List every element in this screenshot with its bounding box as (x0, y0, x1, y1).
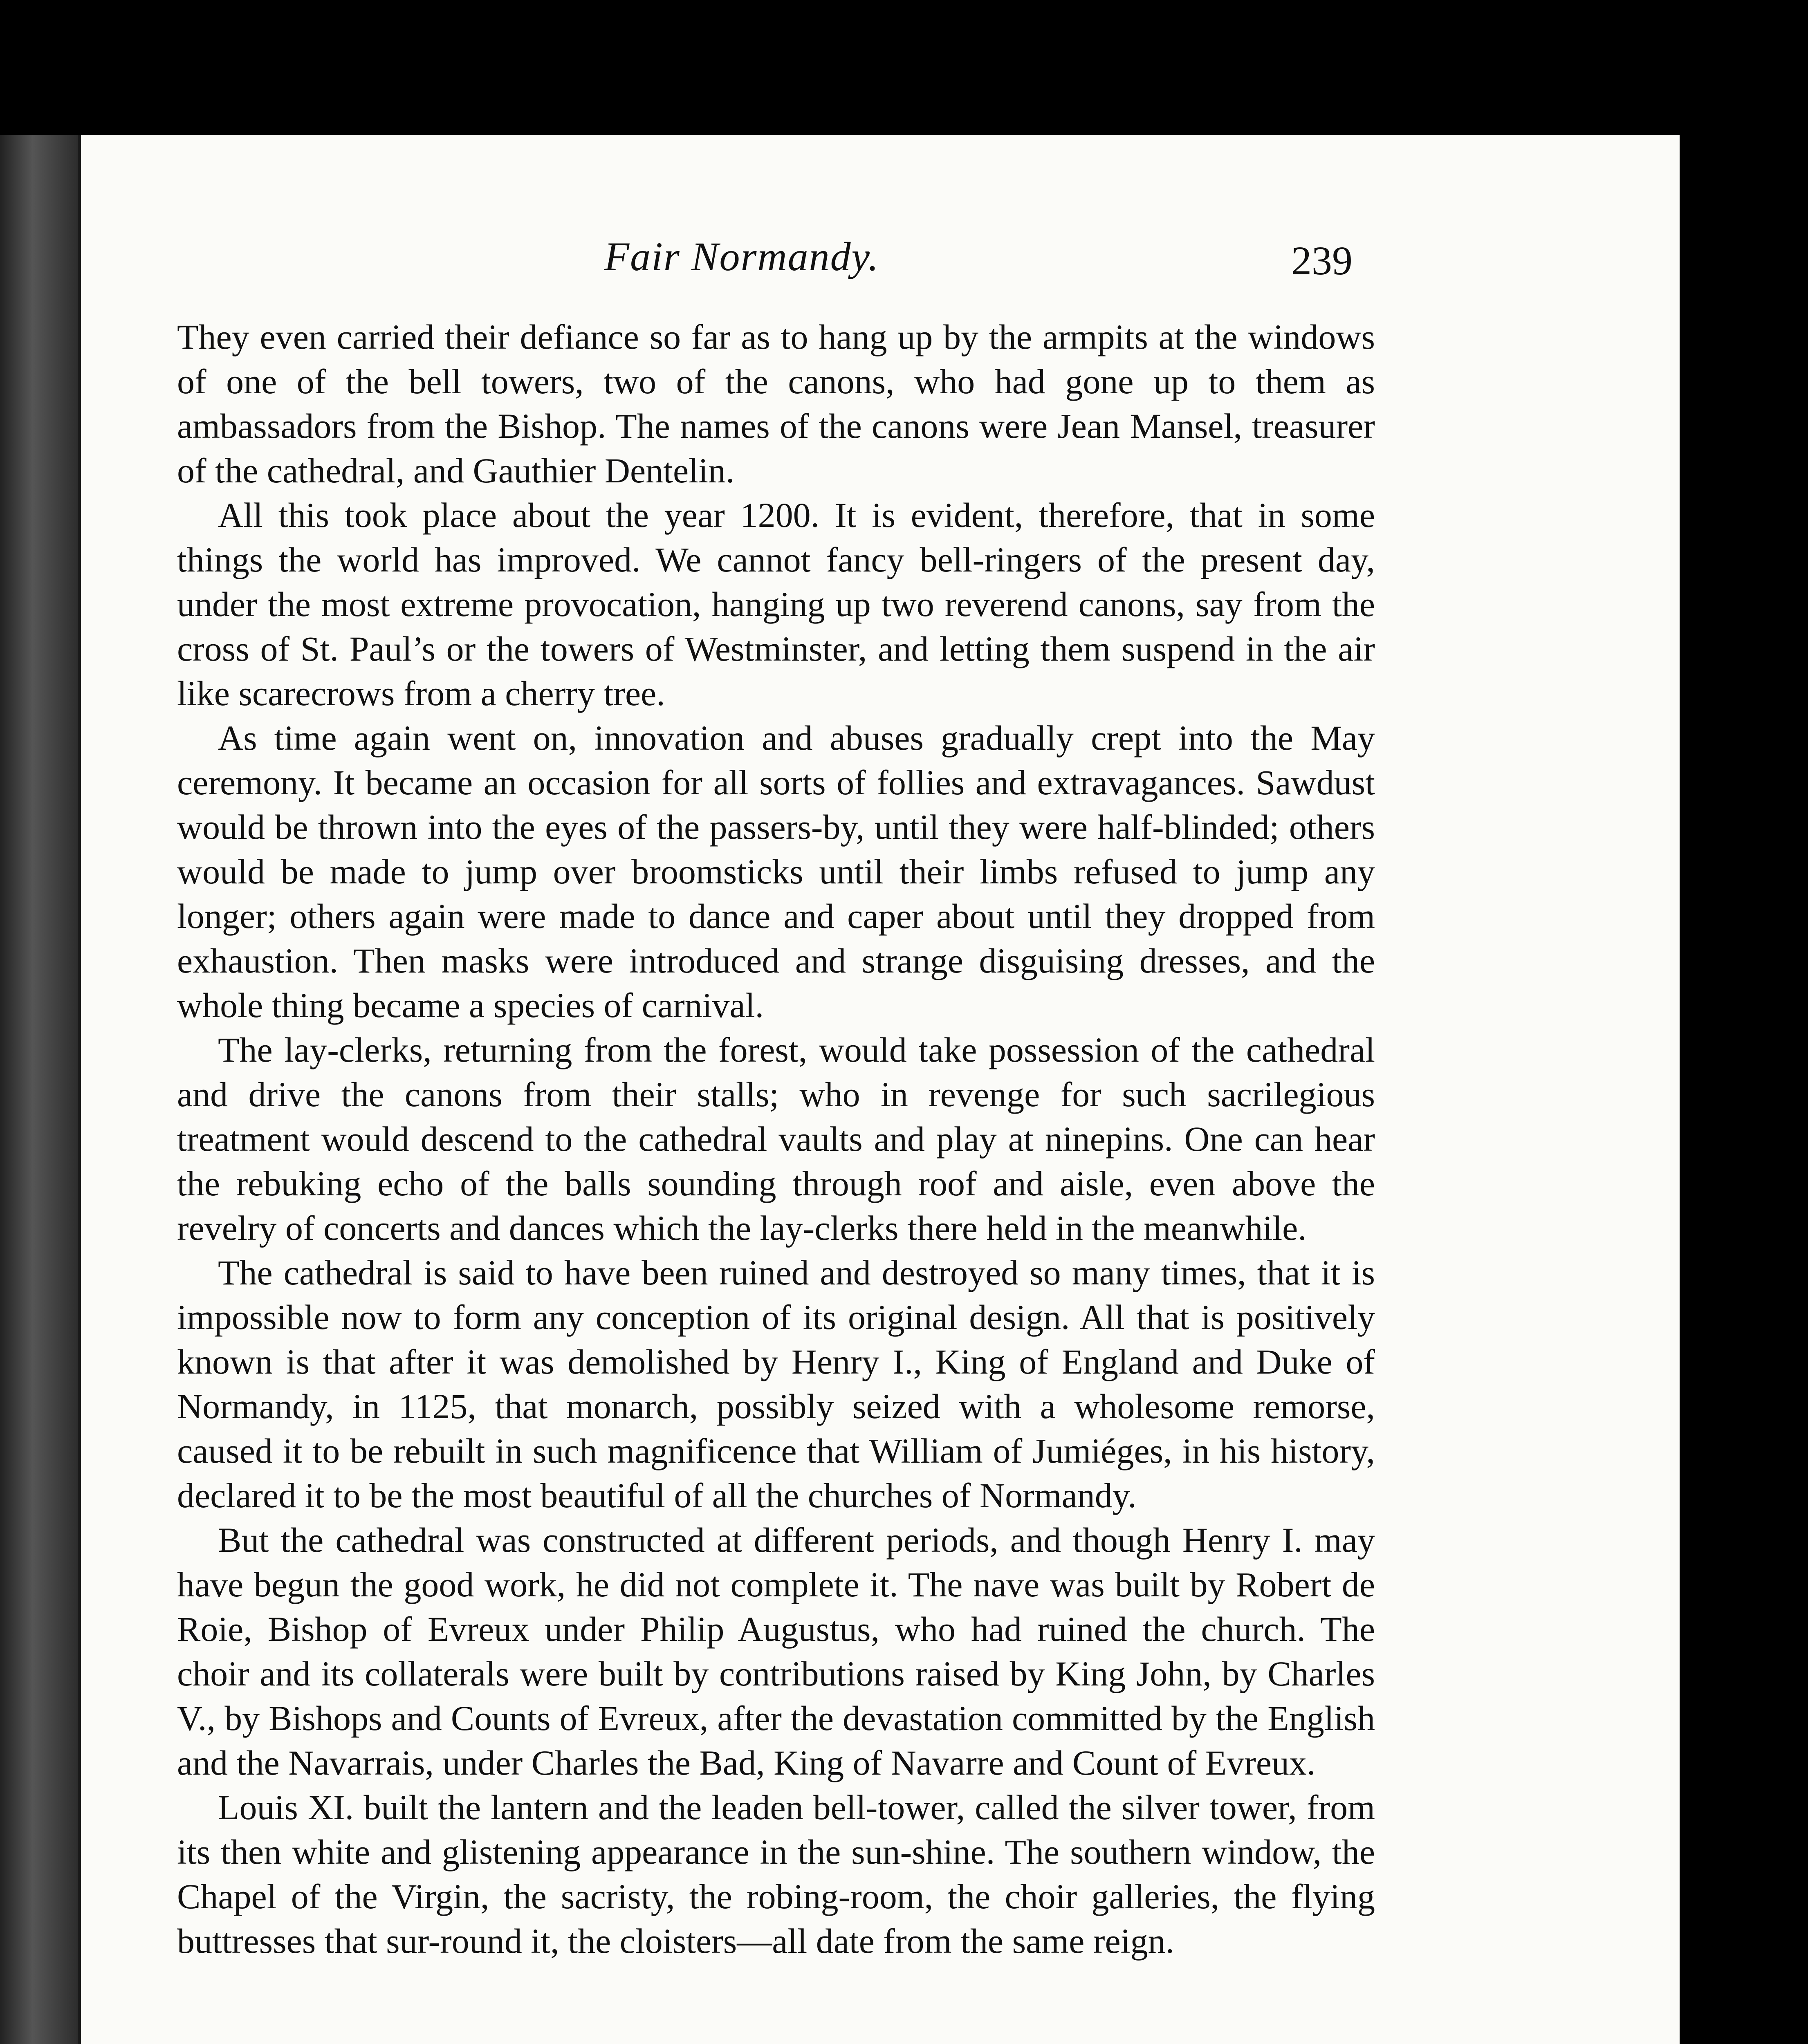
paragraph: They even carried their defiance so far as to hang up by the armpits at the windows of one of the bell towers, two of the canons, who had gone up to them as ambassadors from the Bishop. The names of the canons were Jean Mansel, treasurer of the cathedral, and Gauthier Dentelin. (177, 317, 1375, 490)
running-head (81, 233, 1680, 298)
paragraph: All this took place about the year 1200. It is evident, therefore, that in some things the world has improved. We cannot fancy bell-ringers of the present day, under the most extreme provocation, hanging up two reverend canons, say from the cross of St. Paul’s or the towers of Westminster, and letting them suspend in the air like scarecrows from a cherry tree. (177, 495, 1375, 713)
paragraph: But the cathedral was constructed at different periods, and though Henry I. may have begun the good work, he did not complete it. The nave was built by Robert de Roie, Bishop of Evreux under Philip Augustus, who had ruined the church. The choir and its collaterals were built by contributions raised by King John, by Charles V., by Bishops and Counts of Evreux, after the devastation committed by the English and the Navarrais, under Charles the Bad, King of Navarre and Count of Evreux. (177, 1520, 1375, 1782)
paragraph: Louis XI. built the lantern and the leaden bell-tower, called the silver tower, from its then white and glistening appearance in the sun-shine. The southern window, the Chapel of the Virgin, the sacristy, the robing-room, the choir galleries, the flying buttresses that sur-round it, the cloisters—all date from the same reign. (177, 1788, 1375, 1961)
paragraph: The cathedral is said to have been ruined and destroyed so many times, that it is impossible now to form any conception of its original design. All that is positively known is that after it was demolished by Henry I., King of England and Duke of Normandy, in 1125, that monarch, possibly seized with a wholesome remorse, caused it to be rebuilt in such magnificence that William of Jumiéges, in his history, declared it to be the most beautiful of all the churches of Normandy. (177, 1253, 1375, 1515)
book-page (78, 135, 1680, 2044)
paragraph: The lay-clerks, returning from the forest, would take possession of the cathedral and drive the canons from their stalls; who in revenge for such sacrilegious treatment would descend to the cathedral vaults and play at ninepins. One can hear the rebuking echo of the balls sounding through roof and aisle, even above the revelry of concerts and dances which the lay-clerks there held in the meanwhile. (177, 1030, 1375, 1248)
running-head-title: Fair Normandy. (604, 234, 879, 279)
left-page-edge (0, 135, 82, 2044)
paragraph: As time again went on, innovation and abuses gradually crept into the May ceremony. It became an occasion for all sorts of follies and extravagances. Sawdust would be thrown into the eyes of the passers-by, until they were half-blinded; others would be made to jump over broomsticks until their limbs refused to jump any longer; others again were made to dance and caper about until they dropped from exhaustion. Then masks were introduced and strange disguising dresses, and the whole thing became a species of carnival. (177, 718, 1375, 1025)
page-number: 239 (1291, 238, 1353, 283)
body-text (177, 315, 1375, 1963)
